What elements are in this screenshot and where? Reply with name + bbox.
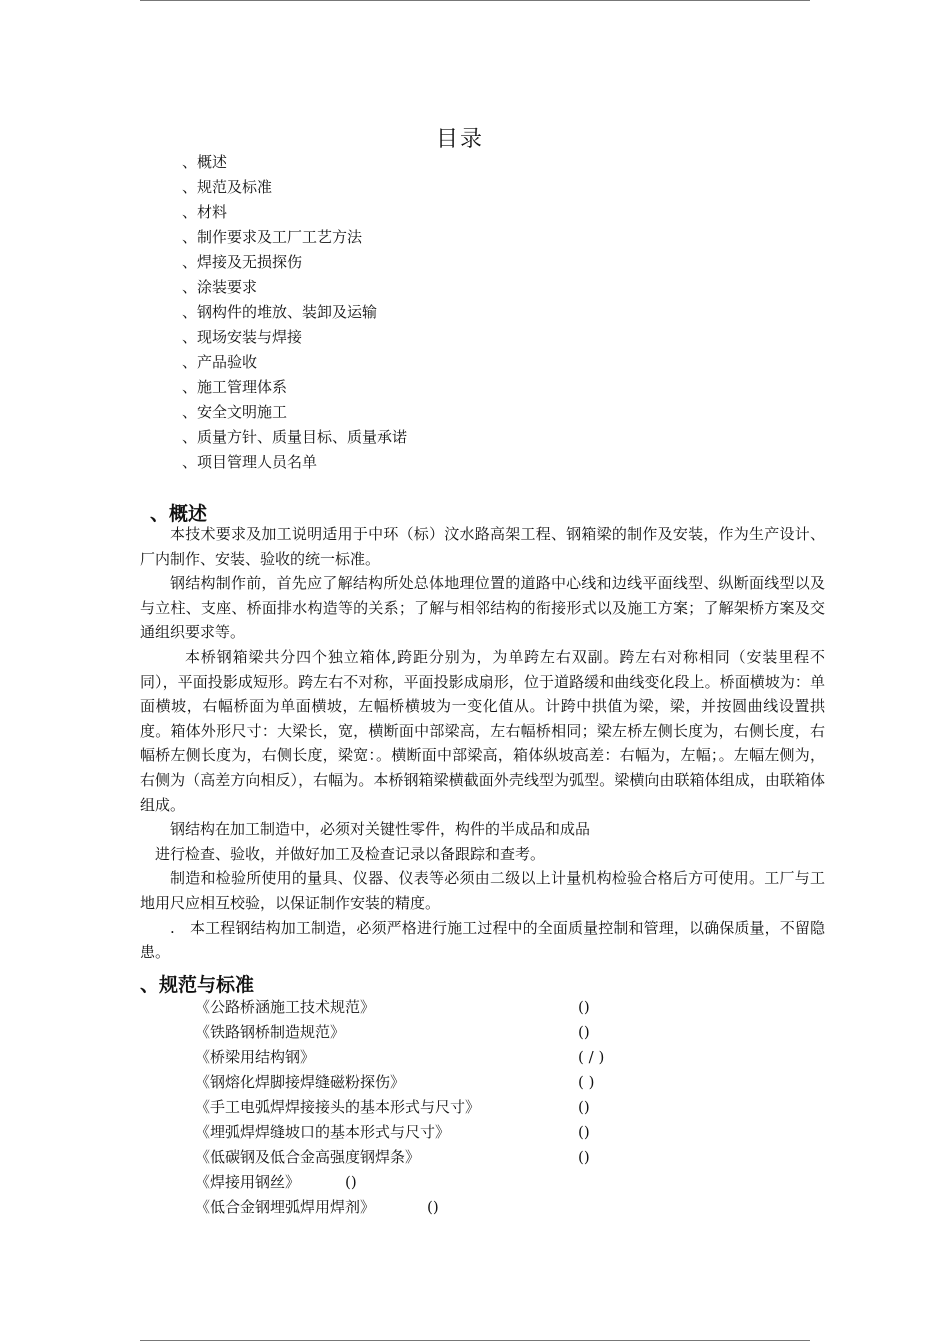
standard-name: 《公路桥涵施工技术规范》	[195, 998, 376, 1016]
footer-rule	[140, 1340, 810, 1341]
standard-item	[195, 1145, 615, 1170]
toc-item: 、规范及标准	[182, 178, 273, 196]
standard-item	[195, 1195, 615, 1220]
standard-item	[195, 1170, 615, 1195]
toc-item: 、钢构件的堆放、装卸及运输	[182, 303, 378, 321]
standard-code: ( )	[578, 1073, 595, 1091]
toc-item: 、项目管理人员名单	[182, 453, 318, 471]
standard-name: 《手工电弧焊焊接接头的基本形式与尺寸》	[195, 1098, 481, 1116]
overview-body	[140, 522, 825, 965]
paragraph: 本技术要求及加工说明适用于中环（标）汶水路高架工程、钢箱梁的制作及安装，作为生产设计、厂内制作、安装、验收的统一标准。	[140, 525, 825, 568]
standard-name: 《铁路钢桥制造规范》	[195, 1023, 346, 1041]
standard-name: 《焊接用钢丝》	[195, 1173, 301, 1191]
standard-code: ()	[427, 1198, 439, 1216]
toc-item: 、材料	[182, 203, 228, 221]
standard-item	[195, 1020, 615, 1045]
paragraph: . 本工程钢结构加工制造，必须严格进行施工过程中的全面质量控制和管理，以确保质量，不留隐患。	[140, 918, 825, 962]
standard-item	[195, 1120, 615, 1145]
toc-item: 、产品验收	[182, 353, 258, 371]
toc-item: 、现场安装与焊接	[182, 328, 303, 346]
paragraph: 进行检查、验收，并做好加工及检查记录以备跟踪和查考。	[155, 844, 546, 863]
standard-code: ()	[578, 1148, 590, 1166]
page-title: 目录	[435, 127, 484, 152]
standard-item	[195, 1045, 615, 1070]
paragraph: 钢结构在加工制造中，必须对关键性零件，构件的半成品和成品	[170, 820, 591, 839]
standard-item	[195, 1070, 615, 1095]
standard-code: ( / )	[578, 1048, 605, 1066]
standard-code: ()	[578, 1123, 590, 1141]
header-rule	[140, 0, 810, 1]
standard-code: ()	[345, 1173, 357, 1191]
standard-name: 《低合金钢埋弧焊用焊剂》	[195, 1198, 376, 1216]
standard-code: ()	[578, 998, 590, 1016]
toc-item: 、概述	[182, 153, 228, 171]
toc-item: 、施工管理体系	[182, 378, 288, 396]
toc-item: 、安全文明施工	[182, 403, 288, 421]
paragraph: 制造和检验所使用的量具、仪器、仪表等必须由二级以上计量机构检验合格后方可使用。工厂与工地用尺应相互校验，以保证制作安装的精度。	[140, 869, 825, 912]
paragraph: 本桥钢箱梁共分四个独立箱体,跨距分别为，为单跨左右双副。跨左右对称相同（安装里程不同），平面投影成短形。跨左右不对称，平面投影成扇形，位于道路缓和曲线变化段上。桥面横坡为：单面横坡，右幅桥面为单面横坡，左幅桥横坡为一变化值从。计跨中拱值为梁，梁，并按圆曲线设置拱度。箱体外形尺寸：大梁长，宽，横断面中部梁高，左右幅桥相同；梁左桥左侧长度为，右侧长度，右幅桥左侧长度为，右侧长度，梁宽：。横断面中部梁高，箱体纵坡高差：右幅为，左幅；。左幅左侧为，右侧为（高差方向相反），右幅为。本桥钢箱梁横截面外壳线型为弧型。梁横向由联箱体组成，由联箱体组成。	[140, 647, 825, 814]
standard-name: 《桥梁用结构钢》	[195, 1048, 316, 1066]
section-heading-standards: 、规范与标准	[140, 974, 255, 996]
standard-item	[195, 995, 615, 1020]
section-heading-overview: 、概述	[150, 503, 208, 525]
standard-name: 《埋弧焊焊缝坡口的基本形式与尺寸》	[195, 1123, 451, 1141]
standard-name: 《钢熔化焊脚接焊缝磁粉探伤》	[195, 1073, 406, 1091]
standard-name: 《低碳钢及低合金高强度钢焊条》	[195, 1148, 421, 1166]
standard-code: ()	[578, 1098, 590, 1116]
toc-item: 、涂装要求	[182, 278, 258, 296]
toc-item: 、制作要求及工厂工艺方法	[182, 228, 363, 246]
table-of-contents	[182, 150, 407, 475]
paragraph: 钢结构制作前，首先应了解结构所处总体地理位置的道路中心线和边线平面线型、纵断面线型以及与立柱、支座、桥面排水构造等的关系；了解与相邻结构的衔接形式以及施工方案；了解架桥方案及交通组织要求等。	[140, 574, 825, 642]
standard-item	[195, 1095, 615, 1120]
toc-item: 、焊接及无损探伤	[182, 253, 303, 271]
standard-code: ()	[578, 1023, 590, 1041]
toc-item: 、质量方针、质量目标、质量承诺	[182, 428, 408, 446]
standards-list	[195, 995, 615, 1220]
